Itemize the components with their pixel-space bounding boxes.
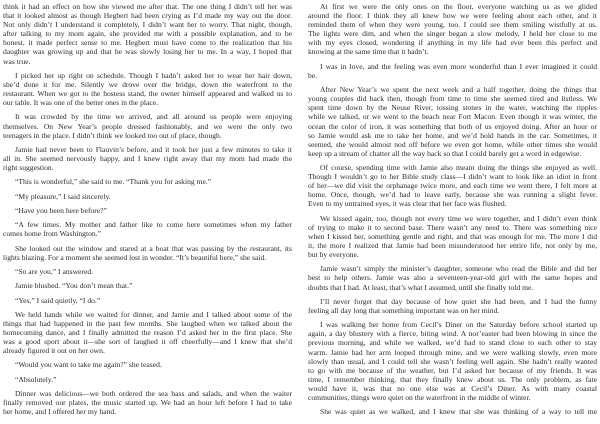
text-line: I was in love, and the feeling was even more wonderful than I ever imagined it could: [320, 61, 597, 71]
text-line: all in. She seemed nervously happy, and I knew right away that my mom had made the: [3, 153, 292, 163]
text-line: seemed, she would almost nod off before we even got home, while other times she would: [308, 139, 597, 149]
text-line: The lights were dim, and when the singer began a slow melody, I held her close to me: [308, 29, 597, 39]
text-line: Jamie had never been to Flauvin’s before, and it took her just a few minutes to take it: [15, 144, 292, 154]
text-line: “A few times. My mother and father like to come here sometimes when my father: [15, 220, 292, 230]
text-line: was true.: [3, 56, 31, 66]
text-line: “Absolutely.”: [15, 374, 57, 384]
text-line: restaurant. When we got to the hostess stand, the owner himself appeared and walked us to: [3, 89, 292, 99]
paragraph: [3, 112, 292, 139]
text-line: with my eyes closed, wondering if anything in my life had ever been this perfect and: [308, 38, 597, 48]
text-line: best to help others. Jamie was also a seventeen-year-old girl with the same hopes and: [308, 273, 597, 283]
text-line: Jamie blushed. “You don’t mean that.”: [15, 281, 133, 291]
text-line: It was crowded by the time we arrived, and all around us people were enjoying: [15, 112, 292, 122]
paragraph: [3, 360, 292, 369]
text-line: time, I remember thinking, that they finally knew about us. The only problem, as fate: [308, 374, 597, 384]
paragraph: [308, 85, 597, 158]
text-line: communities, things were quiet on the waterfront in the middle of winter.: [308, 392, 531, 402]
text-line: would have it, was that no one else was at Cecil’s Diner. As with many coastal: [308, 383, 597, 393]
text-line: but by everyone.: [308, 250, 359, 260]
paragraph: [3, 206, 292, 215]
text-line: think it had an effect on how she viewed me after that. The one thing I didn’t tell her was: [3, 2, 292, 11]
text-line: it, the more I realized that Jamie had been misunderstood her entire life, not only by me,: [308, 241, 597, 250]
text-line: Not only didn’t I understand it completely, I didn’t want her to worry. That night, though,: [3, 20, 292, 30]
text-line: We kissed again, too, though not every time we were together, and I didn’t even think: [320, 213, 597, 223]
paragraph: [308, 320, 597, 402]
paragraph: [3, 244, 292, 262]
text-line: She was quiet as we walked, and I knew that she was thinking of a way to tell me: [320, 407, 597, 417]
text-line: of her—we did visit the orphanage twice more, and each time we went there, I felt more at: [308, 181, 597, 191]
text-line: Of course, spending time with Jamie also meant doing the things she enjoyed as well.: [320, 163, 597, 173]
paragraph: [3, 2, 292, 66]
text-line: She looked out the window and stared at a boat that was passing by the restaurant, its: [15, 243, 292, 253]
text-line: after talking to my mom again, she provided me with a possible explanation, and to be: [3, 29, 292, 39]
text-line: finally removed our plates, the music started up. We had an hour left before I had to take: [3, 398, 292, 408]
text-line: Jamie wasn’t simply the minister’s daughter, someone who read the Bible and did her: [320, 264, 597, 274]
paragraph: [3, 296, 292, 305]
left-page: [3, 2, 292, 416]
text-line: of trying to make it to second base. There wasn’t any need to. There was something nice: [308, 222, 597, 232]
paragraph: [3, 192, 292, 201]
text-line: doubts that I had. At least, that’s what I assumed, until she finally told me.: [308, 282, 534, 292]
text-line: Even to my untrained eyes, it was clear that her face was flushed.: [308, 199, 507, 209]
paragraph: [3, 145, 292, 172]
text-line: I picked her up right on schedule. Though I hadn’t asked her to wear her hair down,: [15, 70, 292, 80]
text-line: comes home from Washington.”: [3, 229, 101, 239]
text-line: homecoming dance, and I finally admitted the reason I’d asked her in the first place. She: [3, 327, 292, 337]
text-line: was a good sport about it—she sort of laughed it off cheerfully—and I knew that she’d: [3, 337, 292, 347]
text-line: again, a day blustery with a fierce, biting wind. A nor’easter had been blowing in since the: [308, 329, 597, 339]
text-line: “So are you,” I answered.: [15, 266, 94, 276]
text-line: feeling all day long that something important was on her mind.: [308, 305, 500, 315]
text-line: “This is wonderful,” she said to me. “Thank you for asking me.”: [15, 177, 212, 187]
text-line: “Would you want to take me again?” she teased.: [15, 360, 162, 370]
text-line: themselves. On New Year’s people dressed fashionably, and we were the only two: [3, 121, 292, 131]
text-line: she’d done it for me. Silently we drove over the bridge, down the waterfront to the: [3, 79, 292, 89]
text-line: After New Year’s we spent the next week and a half together, doing the things that: [320, 85, 597, 95]
paragraph: [3, 220, 292, 238]
text-line: already figured it out on her own.: [3, 346, 105, 356]
text-line: teenagers in the place. I didn’t think we looked too out of place, though.: [3, 130, 222, 140]
text-line: our table. It was one of the better ones in the place.: [3, 98, 158, 108]
paragraph: [308, 214, 597, 259]
text-line: “My pleasure,” I said sincerely.: [15, 191, 111, 201]
text-line: “Yes,” I said quietly, “I do.”: [15, 295, 101, 305]
paragraph: [3, 177, 292, 186]
text-line: spent time down by the Neuse River, tossing stones in the water, watching the ripples: [308, 103, 597, 113]
right-page: [308, 2, 597, 416]
text-line: young couples did back then, though from time to time she seemed tired and listless. We: [308, 94, 597, 104]
text-line: keep up a stream of chatter all the way back so that I could barely get a word in edgewise.: [308, 148, 582, 158]
text-line: I’ll never forget that day because of how quiet she had been, and I had the funny: [320, 296, 597, 306]
text-line: warm. Jamie had her arm looped through mine, and we were walking slowly, even more: [308, 347, 597, 357]
text-line: that it looked almost as though Hegbert had been crying as I’d made my way out the door.: [3, 11, 292, 21]
paragraph: [3, 281, 292, 290]
text-line: her home, and I offered her my hand.: [3, 407, 117, 417]
paragraph: [3, 71, 292, 107]
paragraph: [308, 407, 597, 416]
text-line: while we talked, or we went to the beach near Fort Macon. Even though it was winter, the: [308, 112, 597, 122]
paragraph: [3, 375, 292, 384]
text-line: so Jamie would ask me to take her home, and we’d hold hands in the car. Sometimes, it: [308, 130, 597, 140]
paragraph: [308, 297, 597, 315]
text-line: We held hands while we waited for dinner, and Jamie and I talked about some of the: [15, 309, 292, 319]
paragraph: [3, 267, 292, 276]
text-line: reminded them of when they were young, too. I could see them smiling wistfully at us.: [308, 20, 597, 30]
text-line: home. Once, though, we’d had to leave early, because she was running a slight fever.: [308, 190, 597, 200]
text-line: around the floor. I think they all knew how we were feeling about each other, and it: [308, 11, 597, 21]
text-line: when I kissed her, something gentle and right, and that was enough for me. The more I did: [308, 231, 597, 241]
text-line: daughter was growing up and that he was slowly losing her to me. In a way, I hoped that: [3, 47, 292, 57]
text-line: slowly than usual, and I could tell she wasn’t feeling well again. She hadn’t really wanted: [308, 356, 597, 366]
text-line: knowing at the same time that it hadn’t.: [308, 47, 429, 57]
paragraph: [308, 163, 597, 208]
text-line: things that had happened in the past few months. She laughed when we talked about the: [3, 318, 292, 328]
text-line: Dinner was delicious—we both ordered the sea bass and salads, and when the waiter: [15, 389, 292, 398]
text-line: lights blazing. For a moment she seemed lost in wonder. “It’s beautiful here,” she said.: [3, 252, 267, 262]
paragraph: [3, 389, 292, 416]
paragraph: [308, 264, 597, 291]
text-line: At first we were the only ones on the floor, everyone watching us as we glided: [320, 2, 597, 11]
text-line: to go with me because of the weather, but I’d asked her because of my friends. It was: [308, 365, 597, 375]
text-line: honest, it made perfect sense to me. Hegbert must have come to the realization that his: [3, 38, 292, 48]
text-line: ocean the color of iron, it was something that both of us enjoyed doing. After an hour or: [308, 121, 597, 131]
text-line: “Have you been here before?”: [15, 205, 107, 215]
paragraph: [3, 310, 292, 355]
paragraph: [308, 62, 597, 80]
text-line: Though I wouldn’t go to her Bible study class—I didn’t want to look like an idiot in front: [308, 172, 597, 182]
text-line: previous morning, and while we walked, we’d had to stand close to each other to stay: [308, 338, 597, 348]
text-line: right suggestion.: [3, 163, 54, 173]
text-line: I was walking her home from Cecil’s Diner on the Saturday before school started up: [320, 320, 597, 330]
text-line: be.: [308, 70, 318, 80]
paragraph: [308, 2, 597, 57]
